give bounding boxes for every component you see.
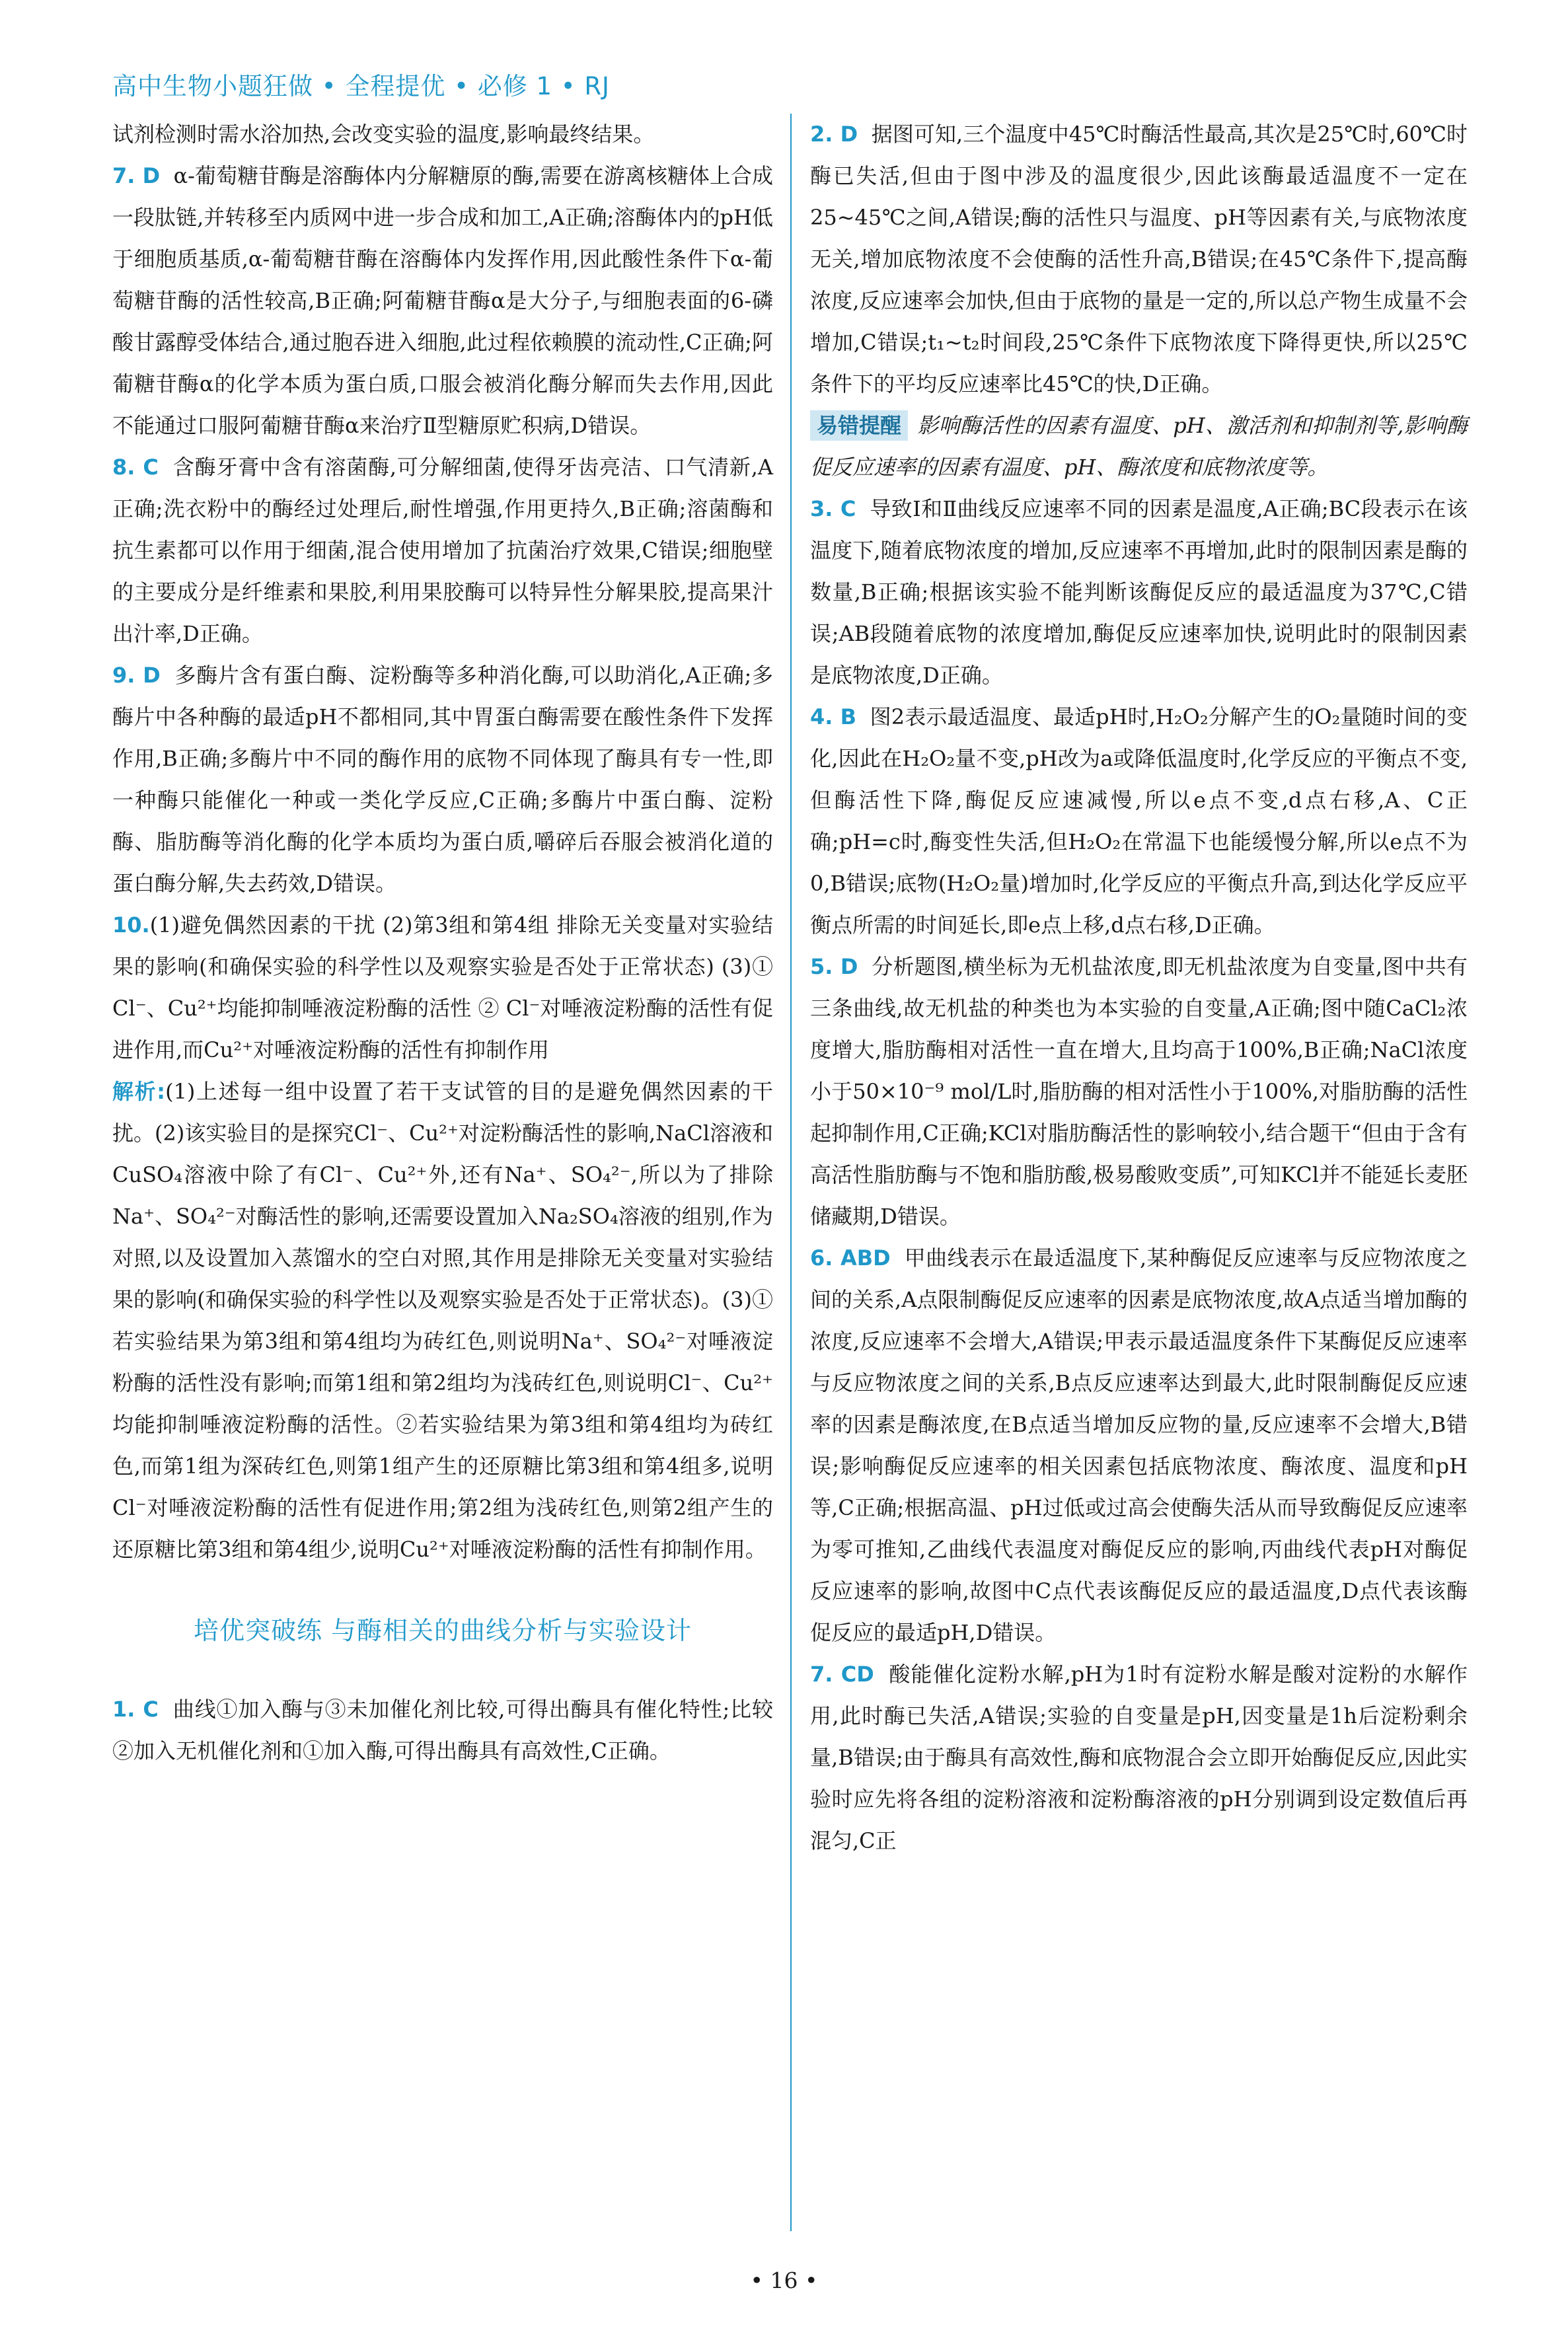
answer-s7: 7. CD 酸能催化淀粉水解,pH为1时有淀粉水解是酸对淀粉的水解作用,此时酶已失活,A错误;实验的自变量是pH,因变量是1h后淀粉剩余量,B错误;由于酶具有高效性,酶和底物混合会立即开始酶促反应,因此实验时应先将各组的淀粉溶液和淀粉酶溶液的pH分别调到设定数值后再混匀,C正 (810, 1662, 1468, 1853)
error-tip: 易错提醒 影响酶活性的因素有温度、pH、激活剂和抑制剂等,影响酶促反应速率的因素有温度、pH、酶浓度和底物浓度等。 (810, 405, 1468, 488)
left-column (112, 114, 773, 1772)
answer-s3: 3. C 导致Ⅰ和Ⅱ曲线反应速率不同的因素是温度,A正确;BC段表示在该温度下,随着底物浓度的增加,反应速率不再增加,此时的限制因素是酶的数量,B正确;根据该实验不能判断该酶促反应的最适温度为37℃,C错误;AB段随着底物的浓度增加,酶促反应速率加快,说明此时的限制因素是底物浓度,D正确。 (810, 496, 1468, 688)
right-column (810, 114, 1468, 1862)
answer-8: 8. C 含酶牙膏中含有溶菌酶,可分解细菌,使得牙齿亮洁、口气清新,A正确;洗衣粉中的酶经过处理后,耐性增强,作用更持久,B正确;溶菌酶和抗生素都可以作用于细菌,混合使用增加了抗菌治疗效果,C错误;细胞壁的主要成分是纤维素和果胶,利用果胶酶可以特异性分解果胶,提高果汁出汁率,D正确。 (112, 455, 774, 646)
answer-7: 7. D α-葡萄糖苷酶是溶酶体内分解糖原的酶,需要在游离核糖体上合成一段肽链,并转移至内质网中进一步合成和加工,A正确;溶酶体内的pH低于细胞质基质,α-葡萄糖苷酶在溶酶体内发挥作用,因此酸性条件下α-葡萄糖苷酶的活性较高,B正确;阿葡糖苷酶α是大分子,与细胞表面的6-磷酸甘露醇受体结合,通过胞吞进入细胞,此过程依赖膜的流动性,C正确;阿葡糖苷酶α的化学本质为蛋白质,口服会被消化酶分解而失去作用,因此不能通过口服阿葡糖苷酶α来治疗Ⅱ型糖原贮积病,D错误。 (112, 163, 773, 438)
answer-s4: 4. B 图2表示最适温度、最适pH时,H₂O₂分解产生的O₂量随时间的变化,因此在H₂O₂量不变,pH改为a或降低温度时,化学反应的平衡点不变,但酶活性下降,酶促反应速减慢,所以e点不变,d点右移,A、C正确;pH=c时,酶变性失活,但H₂O₂在常温下也能缓慢分解,所以e点不为0,B错误;底物(H₂O₂量)增加时,化学反应的平衡点升高,到达化学反应平衡点所需的时间延长,即e点上移,d点右移,D正确。 (810, 704, 1468, 938)
answer-paragraph: 试剂检测时需水浴加热,会改变实验的温度,影响最终结果。 (112, 122, 655, 147)
section-title: 培优突破练 与酶相关的曲线分析与实验设计 (193, 1616, 692, 1645)
answer-9: 9. D 多酶片含有蛋白酶、淀粉酶等多种消化酶,可以助消化,A正确;多酶片中各种酶的最适pH不都相同,其中胃蛋白酶需要在酸性条件下发挥作用,B正确;多酶片中不同的酶作用的底物不同体现了酶具有专一性,即一种酶只能催化一种或一类化学反应,C正确;多酶片中蛋白酶、淀粉酶、脂肪酶等消化酶的化学本质均为蛋白质,嚼碎后吞服会被消化道的蛋白酶分解,失去药效,D错误。 (112, 663, 773, 896)
book-header-title: 高中生物小题狂做 • 全程提优 • 必修 1 • RJ (112, 72, 610, 100)
error-tip-label: 易错提醒 (810, 410, 908, 441)
column-divider (790, 114, 792, 2231)
page-number: • 16 • (750, 2268, 818, 2293)
answer-s1: 1. C 曲线①加入酶与③未加催化剂比较,可得出酶具有催化特性;比较②加入无机催化剂和①加入酶,可得出酶具有高效性,C正确。 (112, 1697, 773, 1763)
answer-s6: 6. ABD 甲曲线表示在最适温度下,某种酶促反应速率与反应物浓度之间的关系,A点限制酶促反应速率的因素是底物浓度,故A点适当增加酶的浓度,反应速率不会增大,A错误;甲表示最适温度条件下某酶促反应速率与反应物浓度之间的关系,B点反应速率达到最大,此时限制酶促反应速率的因素是酶浓度,在B点适当增加反应物的量,反应速率不会增大,B错误;影响酶促反应速率的相关因素包括底物浓度、酶浓度、温度和pH等,C正确;根据高温、pH过低或过高会使酶失活从而导致酶促反应速率为零可推知,乙曲线代表温度对酶促反应的影响,丙曲线代表pH对酶促反应速率的影响,故图中C点代表该酶促反应的最适温度,D点代表该酶促反应的最适pH,D错误。 (810, 1245, 1468, 1645)
answer-s2: 2. D 据图可知,三个温度中45℃时酶活性最高,其次是25℃时,60℃时酶已失活,但由于图中涉及的温度很少,因此该酶最适温度不一定在25~45℃之间,A错误;酶的活性只与温度、pH等因素有关,与底物浓度无关,增加底物浓度不会使酶的活性升高,B错误;在45℃条件下,提高酶浓度,反应速率会加快,但由于底物的量是一定的,所以总产物生成量不会增加,C错误;t₁~t₂时间段,25℃条件下底物浓度下降得更快,所以25℃条件下的平均反应速率比45℃的快,D正确。 (810, 122, 1468, 396)
answer-s5: 5. D 分析题图,横坐标为无机盐浓度,即无机盐浓度为自变量,图中共有三条曲线,故无机盐的种类也为本实验的自变量,A正确;图中随CaCl₂浓度增大,脂肪酶相对活性一直在增大,且均高于100%,B正确;NaCl浓度小于50×10⁻⁹ mol/L时,脂肪酶的相对活性小于100%,对脂肪酶的活性起抑制作用,C正确;KCl对脂肪酶活性的影响较小,结合题干“但由于含有高活性脂肪酶与不饱和脂肪酸,极易酸败变质”,可知KCl并不能延长麦胚储藏期,D错误。 (810, 954, 1468, 1229)
answer-10: 10.(1)避免偶然因素的干扰 (2)第3组和第4组 排除无关变量对实验结果的影响(和确保实验的科学性以及观察实验是否处于正常状态) (3)① Cl⁻、Cu²⁺均能抑制唾液淀粉酶的活性 ② Cl⁻对唾液淀粉酶的活性有促进作用,而Cu²⁺对唾液淀粉酶的活性有抑制作用 (112, 912, 773, 1062)
analysis-10: 解析:(1)上述每一组中设置了若干支试管的目的是避免偶然因素的干扰。(2)该实验目的是探究Cl⁻、Cu²⁺对淀粉酶活性的影响,NaCl溶液和CuSO₄溶液中除了有Cl⁻、Cu²⁺外,还有Na⁺、SO₄²⁻,所以为了排除Na⁺、SO₄²⁻对酶活性的影响,还需要设置加入Na₂SO₄溶液的组别,作为对照,以及设置加入蒸馏水的空白对照,其作用是排除无关变量对实验结果的影响(和确保实验的科学性以及观察实验是否处于正常状态)。(3)①若实验结果为第3组和第4组均为砖红色,则说明Na⁺、SO₄²⁻对唾液淀粉酶的活性没有影响;而第1组和第2组均为浅砖红色,则说明Cl⁻、Cu²⁺均能抑制唾液淀粉酶的活性。②若实验结果为第3组和第4组均为砖红色,而第1组为深砖红色,则第1组产生的还原糖比第3组和第4组多,说明Cl⁻对唾液淀粉酶的活性有促进作用;第2组为浅砖红色,则第2组产生的还原糖比第3组和第4组少,说明Cu²⁺对唾液淀粉酶的活性有抑制作用。 (112, 1079, 773, 1562)
